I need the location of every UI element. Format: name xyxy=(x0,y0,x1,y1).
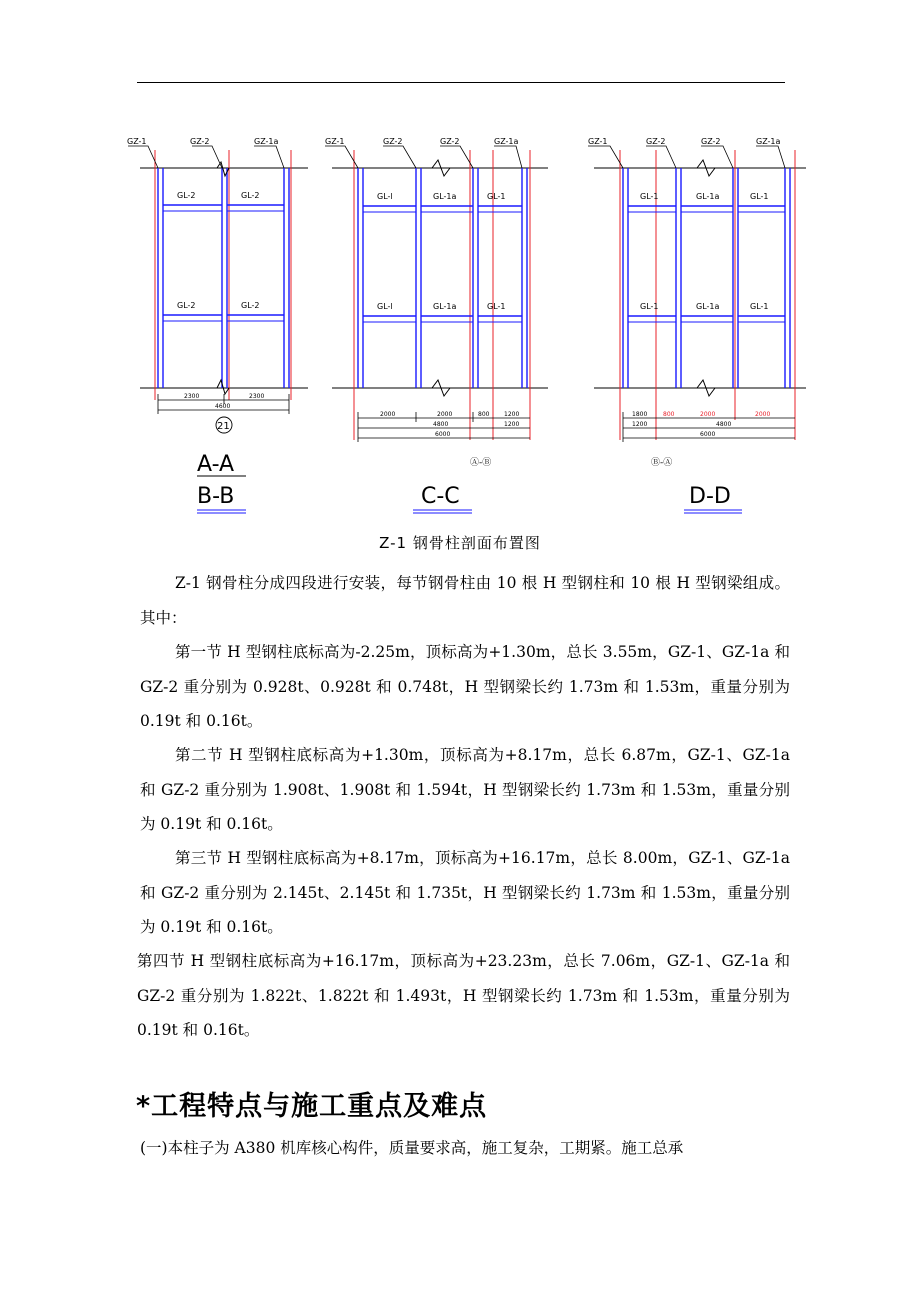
dim-1200: 1200 xyxy=(632,421,648,428)
dim-4600: 4600 xyxy=(215,403,231,410)
label-gz1: GZ-1 xyxy=(127,137,147,146)
section-aa-title: A-A xyxy=(197,452,235,477)
label-gl1: GL-1 xyxy=(750,302,769,311)
dim-2300: 2300 xyxy=(184,393,200,400)
label-gz1a: GZ-1a xyxy=(756,137,781,146)
section-2-paragraph: 第二节 H 型钢柱底标高为+1.30m，顶标高为+8.17m，总长 6.87m，GZ-1、GZ-1a 和 GZ-2 重分别为 1.908t、1.908t 和 1.594t，H 型钢梁长约 1.73m 和 1.53m，重量分别为 0.19t 和 0.16t。 xyxy=(140,746,790,833)
panel-cc xyxy=(325,137,548,513)
label-gl1a: GL-1a xyxy=(696,302,720,311)
dim-2000-red: 2000 xyxy=(700,411,716,418)
section-1-paragraph: 第一节 H 型钢柱底标高为-2.25m，顶标高为+1.30m，总长 3.55m，GZ-1、GZ-1a 和 GZ-2 重分别为 0.928t、0.928t 和 0.748t，H 型钢梁长约 1.73m 和 1.53m，重量分别为 0.19t 和 0.16t。 xyxy=(140,643,790,730)
label-gl-l: GL-l xyxy=(377,192,393,201)
section-bb-title: B-B xyxy=(197,484,235,509)
dim-4800: 4800 xyxy=(716,421,732,428)
label-gl2: GL-2 xyxy=(177,191,196,200)
axis-ba-label: Ⓑ-Ⓐ xyxy=(651,458,673,468)
section-3-paragraph: 第三节 H 型钢柱底标高为+8.17m，顶标高为+16.17m，总长 8.00m，GZ-1、GZ-1a 和 GZ-2 重分别为 2.145t、2.145t 和 1.735t，H 型钢梁长约 1.73m 和 1.53m，重量分别为 0.19t 和 0.16t。 xyxy=(140,849,790,936)
axis-ab-label: Ⓐ-Ⓑ xyxy=(470,458,492,468)
label-gl1: GL-1 xyxy=(640,192,659,201)
label-gl1: GL-1 xyxy=(640,302,659,311)
dim-1200: 1200 xyxy=(504,421,520,428)
dim-800-red: 800 xyxy=(663,411,675,418)
dim-2000: 2000 xyxy=(380,411,396,418)
panel-aa-bb xyxy=(127,137,308,513)
label-gz1: GZ-1 xyxy=(325,137,345,146)
dim-2000: 2000 xyxy=(437,411,453,418)
label-gz2: GZ-2 xyxy=(383,137,403,146)
label-gl1a: GL-1a xyxy=(433,192,457,201)
label-gl-l: GL-l xyxy=(377,302,393,311)
dim-1200: 1200 xyxy=(504,411,520,418)
dim-2300: 2300 xyxy=(249,393,265,400)
dim-6000: 6000 xyxy=(700,431,716,438)
label-gl2: GL-2 xyxy=(241,301,260,310)
label-gl2: GL-2 xyxy=(241,191,260,200)
label-gz2: GZ-2 xyxy=(440,137,460,146)
label-gl2: GL-2 xyxy=(177,301,196,310)
label-gz1a: GZ-1a xyxy=(494,137,519,146)
dim-800: 800 xyxy=(478,411,490,418)
dim-6000: 6000 xyxy=(435,431,451,438)
item-1-paragraph: (一)本柱子为 A380 机库核心构件，质量要求高，施工复杂，工期紧。施工总承 xyxy=(140,1139,684,1157)
label-gz2: GZ-2 xyxy=(190,137,210,146)
label-gl1: GL-1 xyxy=(487,302,506,311)
label-gl1: GL-1 xyxy=(750,192,769,201)
dim-1800: 1800 xyxy=(632,411,648,418)
label-gz1a: GZ-1a xyxy=(254,137,279,146)
steel-column-section-drawing xyxy=(0,120,920,525)
figure-caption: Z-1 钢骨柱剖面布置图 xyxy=(379,534,541,552)
section-heading: *工程特点与施工重点及难点 xyxy=(136,1091,488,1122)
label-gl1: GL-1 xyxy=(487,192,506,201)
axis-circle-21: 21 xyxy=(217,421,230,432)
label-gz2: GZ-2 xyxy=(646,137,666,146)
dim-4800: 4800 xyxy=(433,421,449,428)
header-rule xyxy=(137,82,785,83)
panel-dd xyxy=(588,137,806,513)
dim-2000-red: 2000 xyxy=(755,411,771,418)
label-gl1a: GL-1a xyxy=(696,192,720,201)
intro-paragraph: Z-1 钢骨柱分成四段进行安装，每节钢骨柱由 10 根 H 型钢柱和 10 根 H 型钢梁组成。其中： xyxy=(140,574,790,627)
section-4-paragraph: 第四节 H 型钢柱底标高为+16.17m，顶标高为+23.23m，总长 7.06m，GZ-1、GZ-1a 和 GZ-2 重分别为 1.822t、1.822t 和 1.493t，H 型钢梁长约 1.73m 和 1.53m，重量分别为 0.19t 和 0.16t。 xyxy=(137,952,790,1039)
section-cc-title: C-C xyxy=(421,484,460,509)
section-dd-title: D-D xyxy=(689,484,731,509)
label-gz2: GZ-2 xyxy=(701,137,721,146)
label-gz1: GZ-1 xyxy=(588,137,608,146)
label-gl1a: GL-1a xyxy=(433,302,457,311)
